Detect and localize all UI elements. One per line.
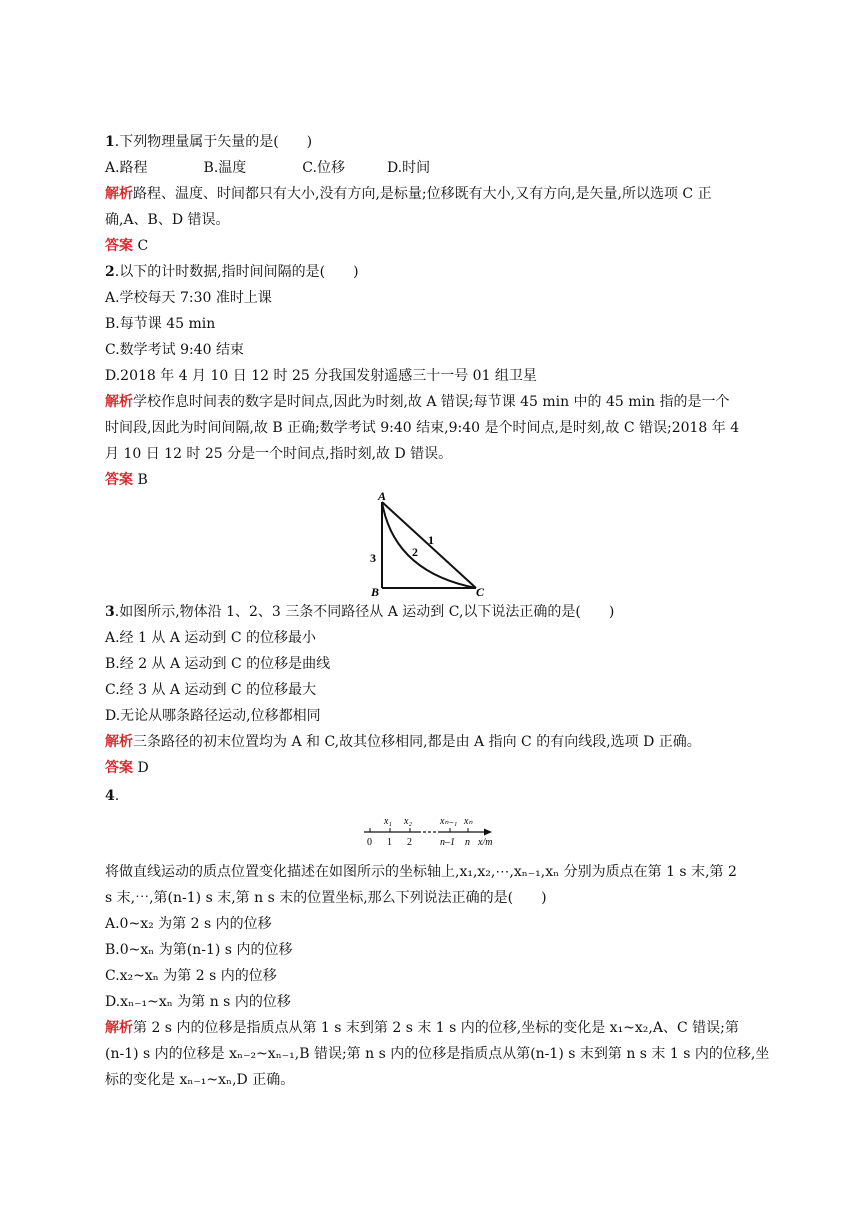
number-line-figure xyxy=(360,812,510,848)
question-2-option-b: B.每节课 45 min xyxy=(105,316,216,332)
question-3-answer xyxy=(105,758,765,778)
label-0: 0 xyxy=(367,837,372,848)
question-4-analysis-cont-2: 标的变化是 xₙ₋₁~xₙ,D 正确。 xyxy=(105,1072,295,1088)
question-4-analysis xyxy=(105,1018,765,1038)
label-x2: x₂ xyxy=(404,816,412,827)
label-x1: x₁ xyxy=(384,816,392,827)
question-2-analysis xyxy=(105,392,765,412)
axis-label: x/m xyxy=(478,837,493,848)
answer-label: 答案 xyxy=(105,760,133,776)
question-number: 1 xyxy=(105,134,115,150)
answer-label: 答案 xyxy=(105,472,133,488)
question-1-stem xyxy=(105,132,765,152)
analysis-label: 解析 xyxy=(105,734,133,750)
question-2-analysis-cont-1: 时间段,因此为时间间隔,故 B 正确;数学考试 9:40 结束,9:40 是个时间点,是时刻,故 C 错误;2018 年 4 xyxy=(105,420,740,436)
question-3-option-d: D.无论从哪条路径运动,位移都相同 xyxy=(105,708,321,724)
paths-triangle-figure xyxy=(360,488,500,600)
axis-arrow-icon xyxy=(484,829,492,836)
question-text: .下列物理量属于矢量的是( ) xyxy=(114,134,313,150)
question-3-analysis xyxy=(105,732,765,752)
answer-label: 答案 xyxy=(105,238,133,254)
question-4-stem-cont: s 末,⋯,第(n-1) s 末,第 n s 末的位置坐标,那么下列说法正确的是( ) xyxy=(105,890,547,906)
analysis-text: 学校作息时间表的数字是时间点,因此为时刻,故 A 错误;每节课 45 min 中的 45 min 指的是一个 xyxy=(133,394,730,410)
question-2-option-a: A.学校每天 7:30 准时上课 xyxy=(105,290,272,306)
question-1-analysis xyxy=(105,184,765,204)
answer-value: C xyxy=(133,238,149,254)
label-xn: xₙ xyxy=(464,816,473,827)
label-b: B xyxy=(371,585,380,599)
analysis-label: 解析 xyxy=(105,186,133,202)
question-1-answer xyxy=(105,236,765,256)
label-xn-1: xₙ₋₁ xyxy=(440,816,458,827)
analysis-text: 路程、温度、时间都只有大小,没有方向,是标量;位移既有大小,又有方向,是矢量,所以选项 C 正 xyxy=(133,186,712,202)
question-1-analysis-cont: 确,A、B、D 错误。 xyxy=(105,212,230,228)
question-4-analysis-cont-1: (n-1) s 内的位移是 xₙ₋₂~xₙ₋₁,B 错误;第 n s 内的位移是指质点从第(n-1) s 末到第 n s 末 1 s 内的位移,坐 xyxy=(105,1046,770,1062)
label-1: 1 xyxy=(387,837,392,848)
label-path-1: 1 xyxy=(428,533,434,547)
question-text: . xyxy=(114,788,120,804)
question-2-stem xyxy=(105,262,765,282)
label-c: C xyxy=(476,585,485,599)
question-4-option-b: B.0~xₙ 为第(n-1) s 内的位移 xyxy=(105,942,293,958)
question-number: 4 xyxy=(105,788,115,804)
question-number: 2 xyxy=(105,264,115,280)
question-4-number xyxy=(105,786,765,806)
answer-value: D xyxy=(133,760,149,776)
analysis-label: 解析 xyxy=(105,394,133,410)
question-3-option-c: C.经 3 从 A 运动到 C 的位移最大 xyxy=(105,682,317,698)
question-4-option-d: D.xₙ₋₁~xₙ 为第 n s 内的位移 xyxy=(105,994,291,1010)
analysis-label: 解析 xyxy=(105,1020,133,1036)
question-text: .如图所示,物体沿 1、2、3 三条不同路径从 A 运动到 C,以下说法正确的是( ) xyxy=(114,604,615,620)
label-n: n xyxy=(465,837,470,848)
question-2-option-c: C.数学考试 9:40 结束 xyxy=(105,342,245,358)
question-number: 3 xyxy=(105,604,115,620)
analysis-text: 第 2 s 内的位移是指质点从第 1 s 末到第 2 s 末 1 s 内的位移,坐标的变化是 x₁~x₂,A、C 错误;第 xyxy=(133,1020,739,1036)
question-2-option-d: D.2018 年 4 月 10 日 12 时 25 分我国发射遥感三十一号 01 组卫星 xyxy=(105,368,537,384)
label-path-2: 2 xyxy=(412,545,418,559)
question-3-stem xyxy=(105,602,765,622)
label-2: 2 xyxy=(407,837,412,848)
question-2-analysis-cont-2: 月 10 日 12 时 25 分是一个时间点,指时刻,故 D 错误。 xyxy=(105,446,453,462)
question-4-option-a: A.0~x₂ 为第 2 s 内的位移 xyxy=(105,916,272,932)
label-n-1: n–1 xyxy=(440,837,455,848)
analysis-text: 三条路径的初末位置均为 A 和 C,故其位移相同,都是由 A 指向 C 的有向线段,选项 D 正确。 xyxy=(133,734,701,750)
question-3-option-b: B.经 2 从 A 运动到 C 的位移是曲线 xyxy=(105,656,331,672)
question-text: .以下的计时数据,指时间间隔的是( ) xyxy=(114,264,359,280)
question-1-options: A.路程 B.温度 C.位移 D.时间 xyxy=(105,160,431,176)
label-path-3: 3 xyxy=(370,551,376,565)
question-4-option-c: C.x₂~xₙ 为第 2 s 内的位移 xyxy=(105,968,277,984)
answer-value: B xyxy=(133,472,148,488)
question-2-answer xyxy=(105,470,765,490)
label-a: A xyxy=(378,489,387,503)
question-4-stem: 将做直线运动的质点位置变化描述在如图所示的坐标轴上,x₁,x₂,⋯,xₙ₋₁,xₙ 分别为质点在第 1 s 末,第 2 xyxy=(105,864,737,880)
question-3-option-a: A.经 1 从 A 运动到 C 的位移最小 xyxy=(105,630,316,646)
